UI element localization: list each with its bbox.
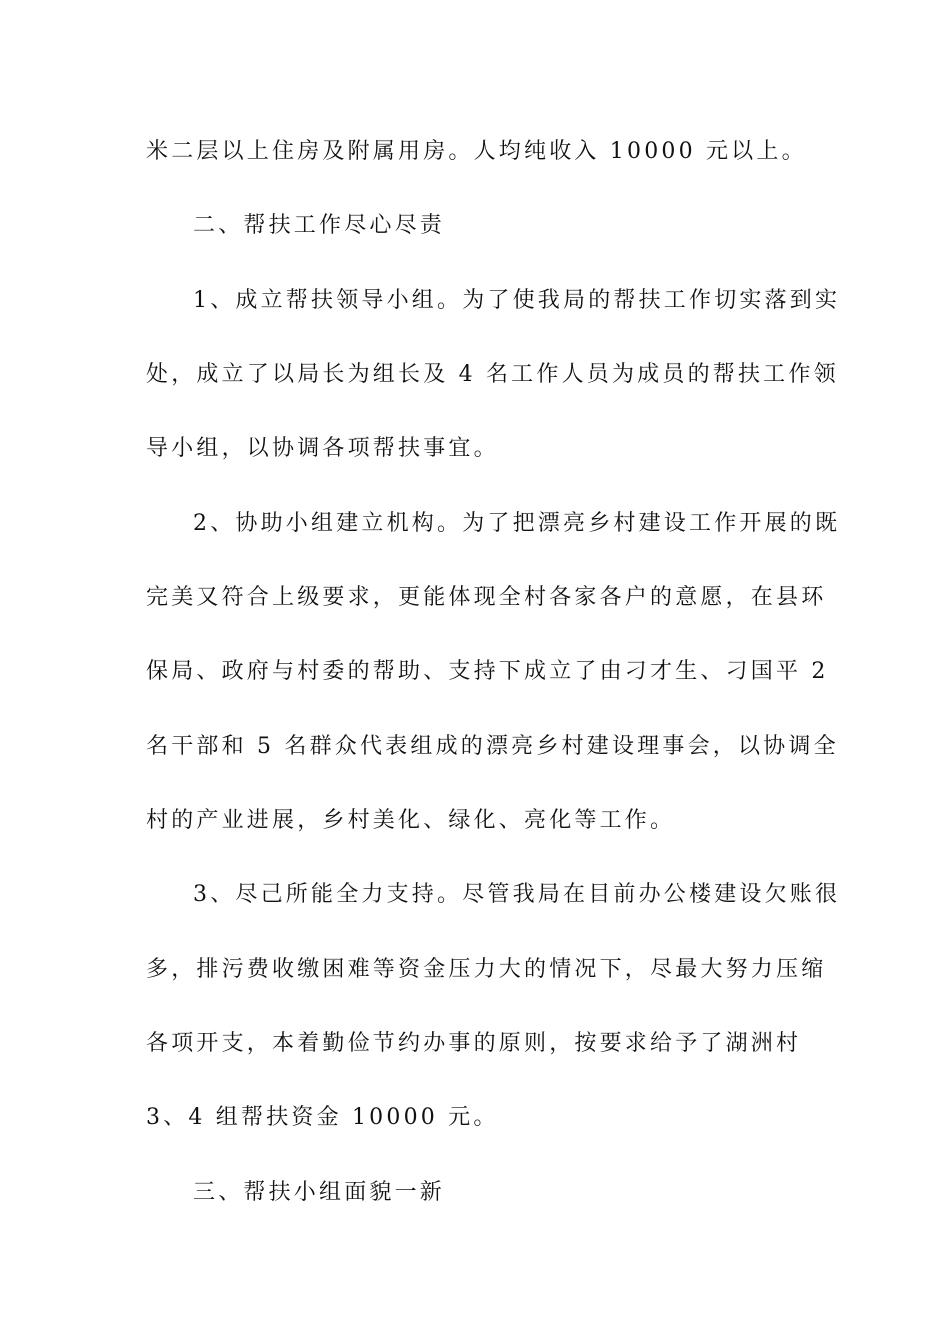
paragraph-line: 3、尽己所能全力支持。尽管我局在目前办公楼建设欠账很 — [193, 882, 841, 907]
section-heading: 二、帮扶工作尽心尽责 — [193, 213, 446, 238]
section-heading: 三、帮扶小组面貌一新 — [193, 1180, 446, 1205]
paragraph-line: 保局、政府与村委的帮助、支持下成立了由刁才生、刁国平 2 — [146, 659, 829, 684]
paragraph-line: 2、协助小组建立机构。为了把漂亮乡村建设工作开展的既 — [193, 511, 841, 536]
text-line: 米二层以上住房及附属用房。人均纯收入 10000 元以上。 — [146, 139, 807, 164]
paragraph-line: 多，排污费收缴困难等资金压力大的情况下，尽最大努力压缩 — [146, 957, 827, 982]
paragraph-line: 各项开支，本着勤俭节约办事的原则，按要求给予了湖洲村 — [146, 1031, 802, 1056]
paragraph-line: 1、成立帮扶领导小组。为了使我局的帮扶工作切实落到实 — [193, 288, 841, 313]
paragraph-line: 导小组，以协调各项帮扶事宜。 — [146, 436, 499, 461]
paragraph-line: 3、4 组帮扶资金 10000 元。 — [146, 1105, 499, 1130]
paragraph-line: 处，成立了以局长为组长及 4 名工作人员为成员的帮扶工作领 — [146, 362, 839, 387]
paragraph-line: 名干部和 5 名群众代表组成的漂亮乡村建设理事会，以协调全 — [146, 734, 839, 759]
paragraph-line: 村的产业进展，乡村美化、绿化、亮化等工作。 — [146, 808, 676, 833]
paragraph-line: 完美又符合上级要求，更能体现全村各家各户的意愿，在县环 — [146, 585, 827, 610]
